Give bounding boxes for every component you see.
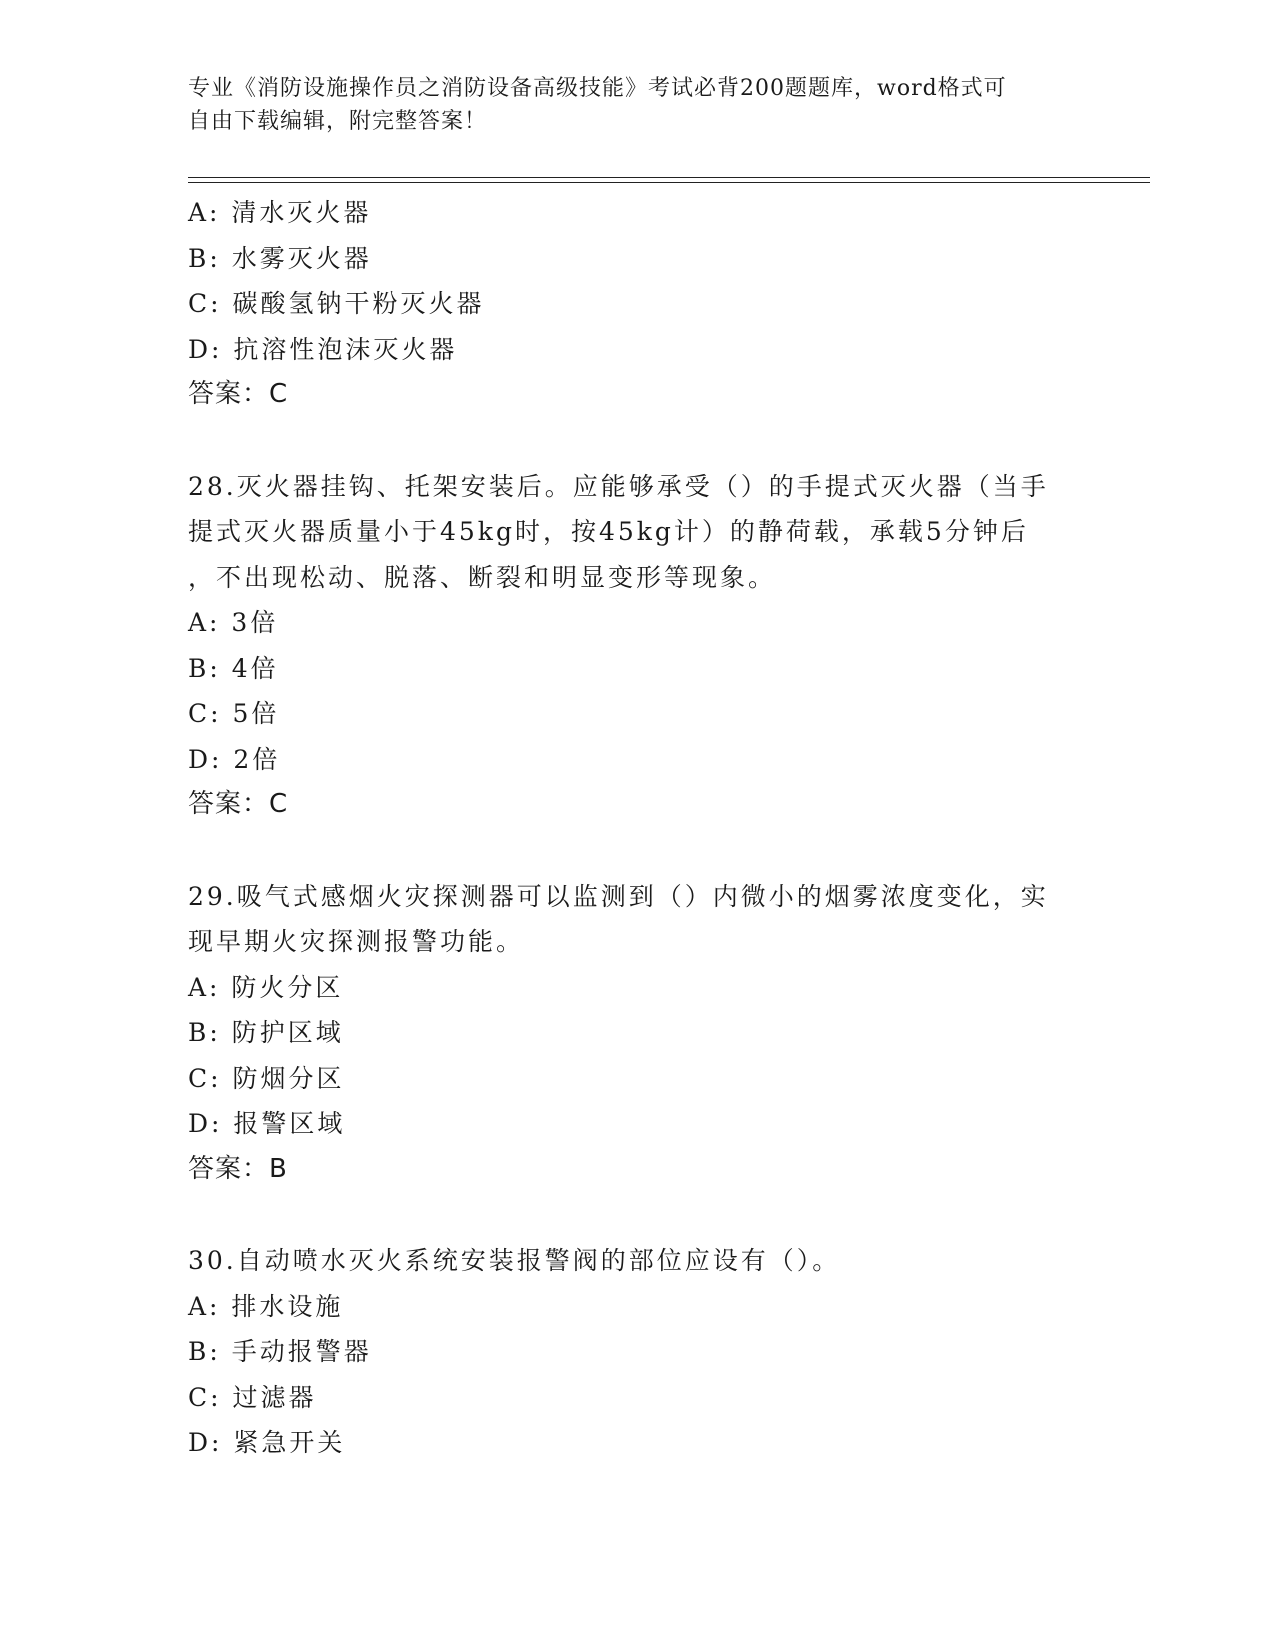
header-divider-bottom — [188, 182, 1150, 183]
option-b: B: 手动报警器 — [188, 1337, 372, 1366]
question-28 — [188, 464, 1088, 828]
header-line-1: 专业《消防设施操作员之消防设备高级技能》考试必背200题题库，word格式可 — [188, 76, 1007, 101]
question-text-line: 28.灭火器挂钩、托架安装后。应能够承受（）的手提式灭火器（当手 — [188, 471, 1049, 501]
question-text-line: ，不出现松动、脱落、断裂和明显变形等现象。 — [188, 562, 777, 592]
question-text-line: 提式灭火器质量小于45kg时，按45kg计）的静荷载，承载5分钟后 — [188, 517, 1029, 546]
option-d: D: 报警区域 — [188, 1109, 346, 1138]
option-d: D: 抗溶性泡沫灭火器 — [188, 334, 458, 364]
option-a: A: 防火分区 — [188, 972, 344, 1002]
answer: 答案：B — [188, 1153, 288, 1184]
option-c: C: 防烟分区 — [188, 1063, 345, 1093]
question-text-line: 现早期火灾探测报警功能。 — [188, 927, 525, 956]
question-27 — [188, 190, 1088, 418]
option-b: B: 4倍 — [188, 653, 279, 683]
question-30 — [188, 1238, 1088, 1466]
question-text-line: 29.吸气式感烟火灾探测器可以监测到（）内微小的烟雾浓度变化，实 — [188, 881, 1049, 911]
option-b: B: 防护区域 — [188, 1018, 344, 1047]
question-list — [188, 190, 1088, 1466]
option-c: C: 过滤器 — [188, 1382, 317, 1412]
option-d: D: 2倍 — [188, 744, 281, 774]
header-line-2: 自由下载编辑，附完整答案！ — [188, 109, 488, 134]
document-header — [188, 72, 1088, 138]
option-b: B: 水雾灭火器 — [188, 243, 372, 273]
option-d: D: 紧急开关 — [188, 1428, 346, 1457]
question-29 — [188, 874, 1088, 1193]
option-a: A: 3倍 — [188, 608, 279, 637]
answer: 答案：C — [188, 789, 289, 819]
header-divider-top — [188, 177, 1150, 178]
question-text-line: 30.自动喷水灭火系统安装报警阀的部位应设有（）。 — [188, 1246, 841, 1275]
option-c: C: 碳酸氢钠干粉灭火器 — [188, 289, 485, 318]
option-c: C: 5倍 — [188, 699, 280, 728]
option-a: A: 排水设施 — [188, 1291, 344, 1321]
option-a: A: 清水灭火器 — [188, 198, 372, 227]
answer: 答案：C — [188, 379, 289, 409]
